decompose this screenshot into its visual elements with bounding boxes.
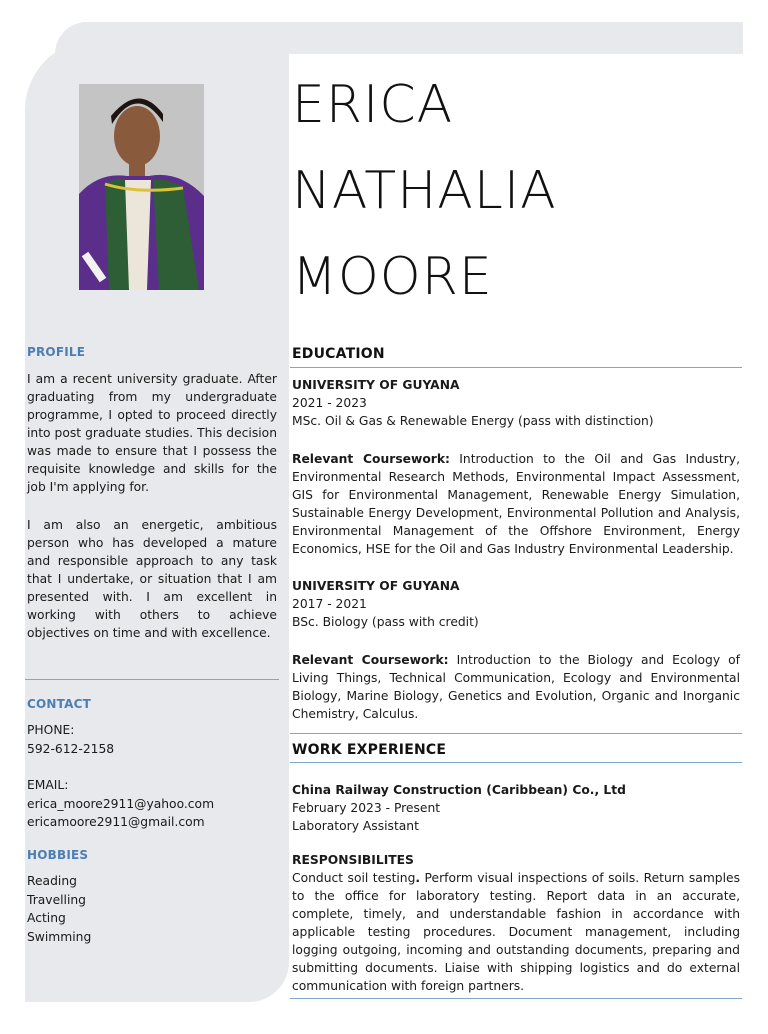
coursework-2 bbox=[292, 651, 740, 723]
email-gmail[interactable]: ericamoore2911@gmail.com bbox=[27, 815, 205, 829]
responsibilities-heading-block bbox=[292, 851, 740, 869]
hobby-item: Swimming bbox=[27, 929, 92, 944]
coursework-1 bbox=[292, 450, 740, 558]
coursework-label: Relevant Coursework: bbox=[292, 452, 450, 466]
work-dates: February 2023 - Present bbox=[292, 801, 441, 815]
contact-phone-block bbox=[27, 721, 114, 758]
work-rule bbox=[290, 762, 742, 763]
education-years: 2021 - 2023 bbox=[292, 396, 367, 410]
hobby-item: Acting bbox=[27, 911, 66, 925]
education-years: 2017 - 2021 bbox=[292, 597, 367, 611]
profile-paragraph-1: I am a recent university graduate. After graduating from my undergraduate programme, I opted to proceed directly into post graduate studies. This decision was made to ensure that I possess the requisite knowledge and skills for the job I'm applying for. bbox=[27, 372, 277, 494]
education-rule bbox=[290, 367, 742, 368]
name-last: MOORE bbox=[292, 247, 493, 307]
coursework-text: Introduction to the Biology and Ecology of Living Things, Technical Communication, Ecology and Environmental Biology, Marine Biology, Genetics and Evolution, Organic and Inorganic Chemistry, Calculus. bbox=[292, 653, 740, 721]
company-name: China Railway Construction (Caribbean) Co., Ltd bbox=[292, 783, 626, 797]
coursework-text: Introduction to the Oil and Gas Industry, Environmental Research Methods, Environmental Impact Assessment, GIS for Environmental Management, Renewable Energy Simulation, Sustainable Energy Development, Environmental Pollution and Analysis, Environmental Management of the Offshore Environment, Energy Economics, HSE for the Oil and Gas Industry Environmental Leadership. bbox=[292, 452, 740, 556]
profile-paragraph-2: I am also an energetic, ambitious person who has developed a mature and responsible approach to any task that I undertake, or situation that I am presented with. I am excellent in working with others to achieve objectives on time and with excellence. bbox=[27, 518, 277, 640]
resp-lead: Conduct soil testing bbox=[292, 871, 416, 885]
education-entry-2 bbox=[292, 577, 740, 631]
responsibilities-text bbox=[292, 869, 740, 995]
hobbies-list bbox=[27, 872, 91, 946]
contact-heading: CONTACT bbox=[27, 697, 91, 711]
work-entry bbox=[292, 781, 740, 835]
education-entry-1 bbox=[292, 376, 740, 430]
sidebar-divider bbox=[25, 679, 279, 680]
work-top-rule bbox=[290, 733, 742, 734]
hobby-item: Reading bbox=[27, 874, 77, 888]
phone-label: PHONE: bbox=[27, 723, 75, 737]
name-middle: NATHALIA bbox=[292, 161, 557, 221]
profile-photo bbox=[79, 84, 204, 290]
email-label: EMAIL: bbox=[27, 778, 69, 792]
hobby-item: Travelling bbox=[27, 892, 86, 907]
hobbies-heading: HOBBIES bbox=[27, 848, 89, 862]
education-degree: BSc. Biology (pass with credit) bbox=[292, 615, 479, 629]
candidate-name bbox=[292, 62, 732, 320]
name-first: ERICA bbox=[292, 75, 454, 135]
responsibilities-heading: RESPONSIBILITES bbox=[292, 853, 414, 867]
education-degree: MSc. Oil & Gas & Renewable Energy (pass with distinction) bbox=[292, 414, 654, 428]
work-heading: WORK EXPERIENCE bbox=[292, 742, 447, 758]
school-name: UNIVERSITY OF GUYANA bbox=[292, 579, 460, 593]
resp-dot: . bbox=[415, 871, 421, 885]
profile-heading: PROFILE bbox=[27, 345, 86, 359]
education-heading: EDUCATION bbox=[292, 346, 385, 362]
coursework-label: Relevant Coursework: bbox=[292, 653, 449, 667]
bottom-rule bbox=[290, 998, 742, 999]
work-role: Laboratory Assistant bbox=[292, 819, 419, 833]
school-name: UNIVERSITY OF GUYANA bbox=[292, 378, 460, 392]
contact-email-block bbox=[27, 776, 214, 832]
email-yahoo[interactable]: erica_moore2911@yahoo.com bbox=[27, 796, 215, 811]
resp-body: Perform visual inspections of soils. Return samples to the office for laboratory testing. Report data in an accurate, complete, timely, and understandable fashion in accordance with applicable testing procedures. Document management, including logging outgoing, incoming and outstanding documents, preparing and submitting documents. Liaise with shipping logistics and do external communication with foreign partners. bbox=[292, 871, 740, 993]
phone-number[interactable]: 592-612-2158 bbox=[27, 741, 115, 756]
